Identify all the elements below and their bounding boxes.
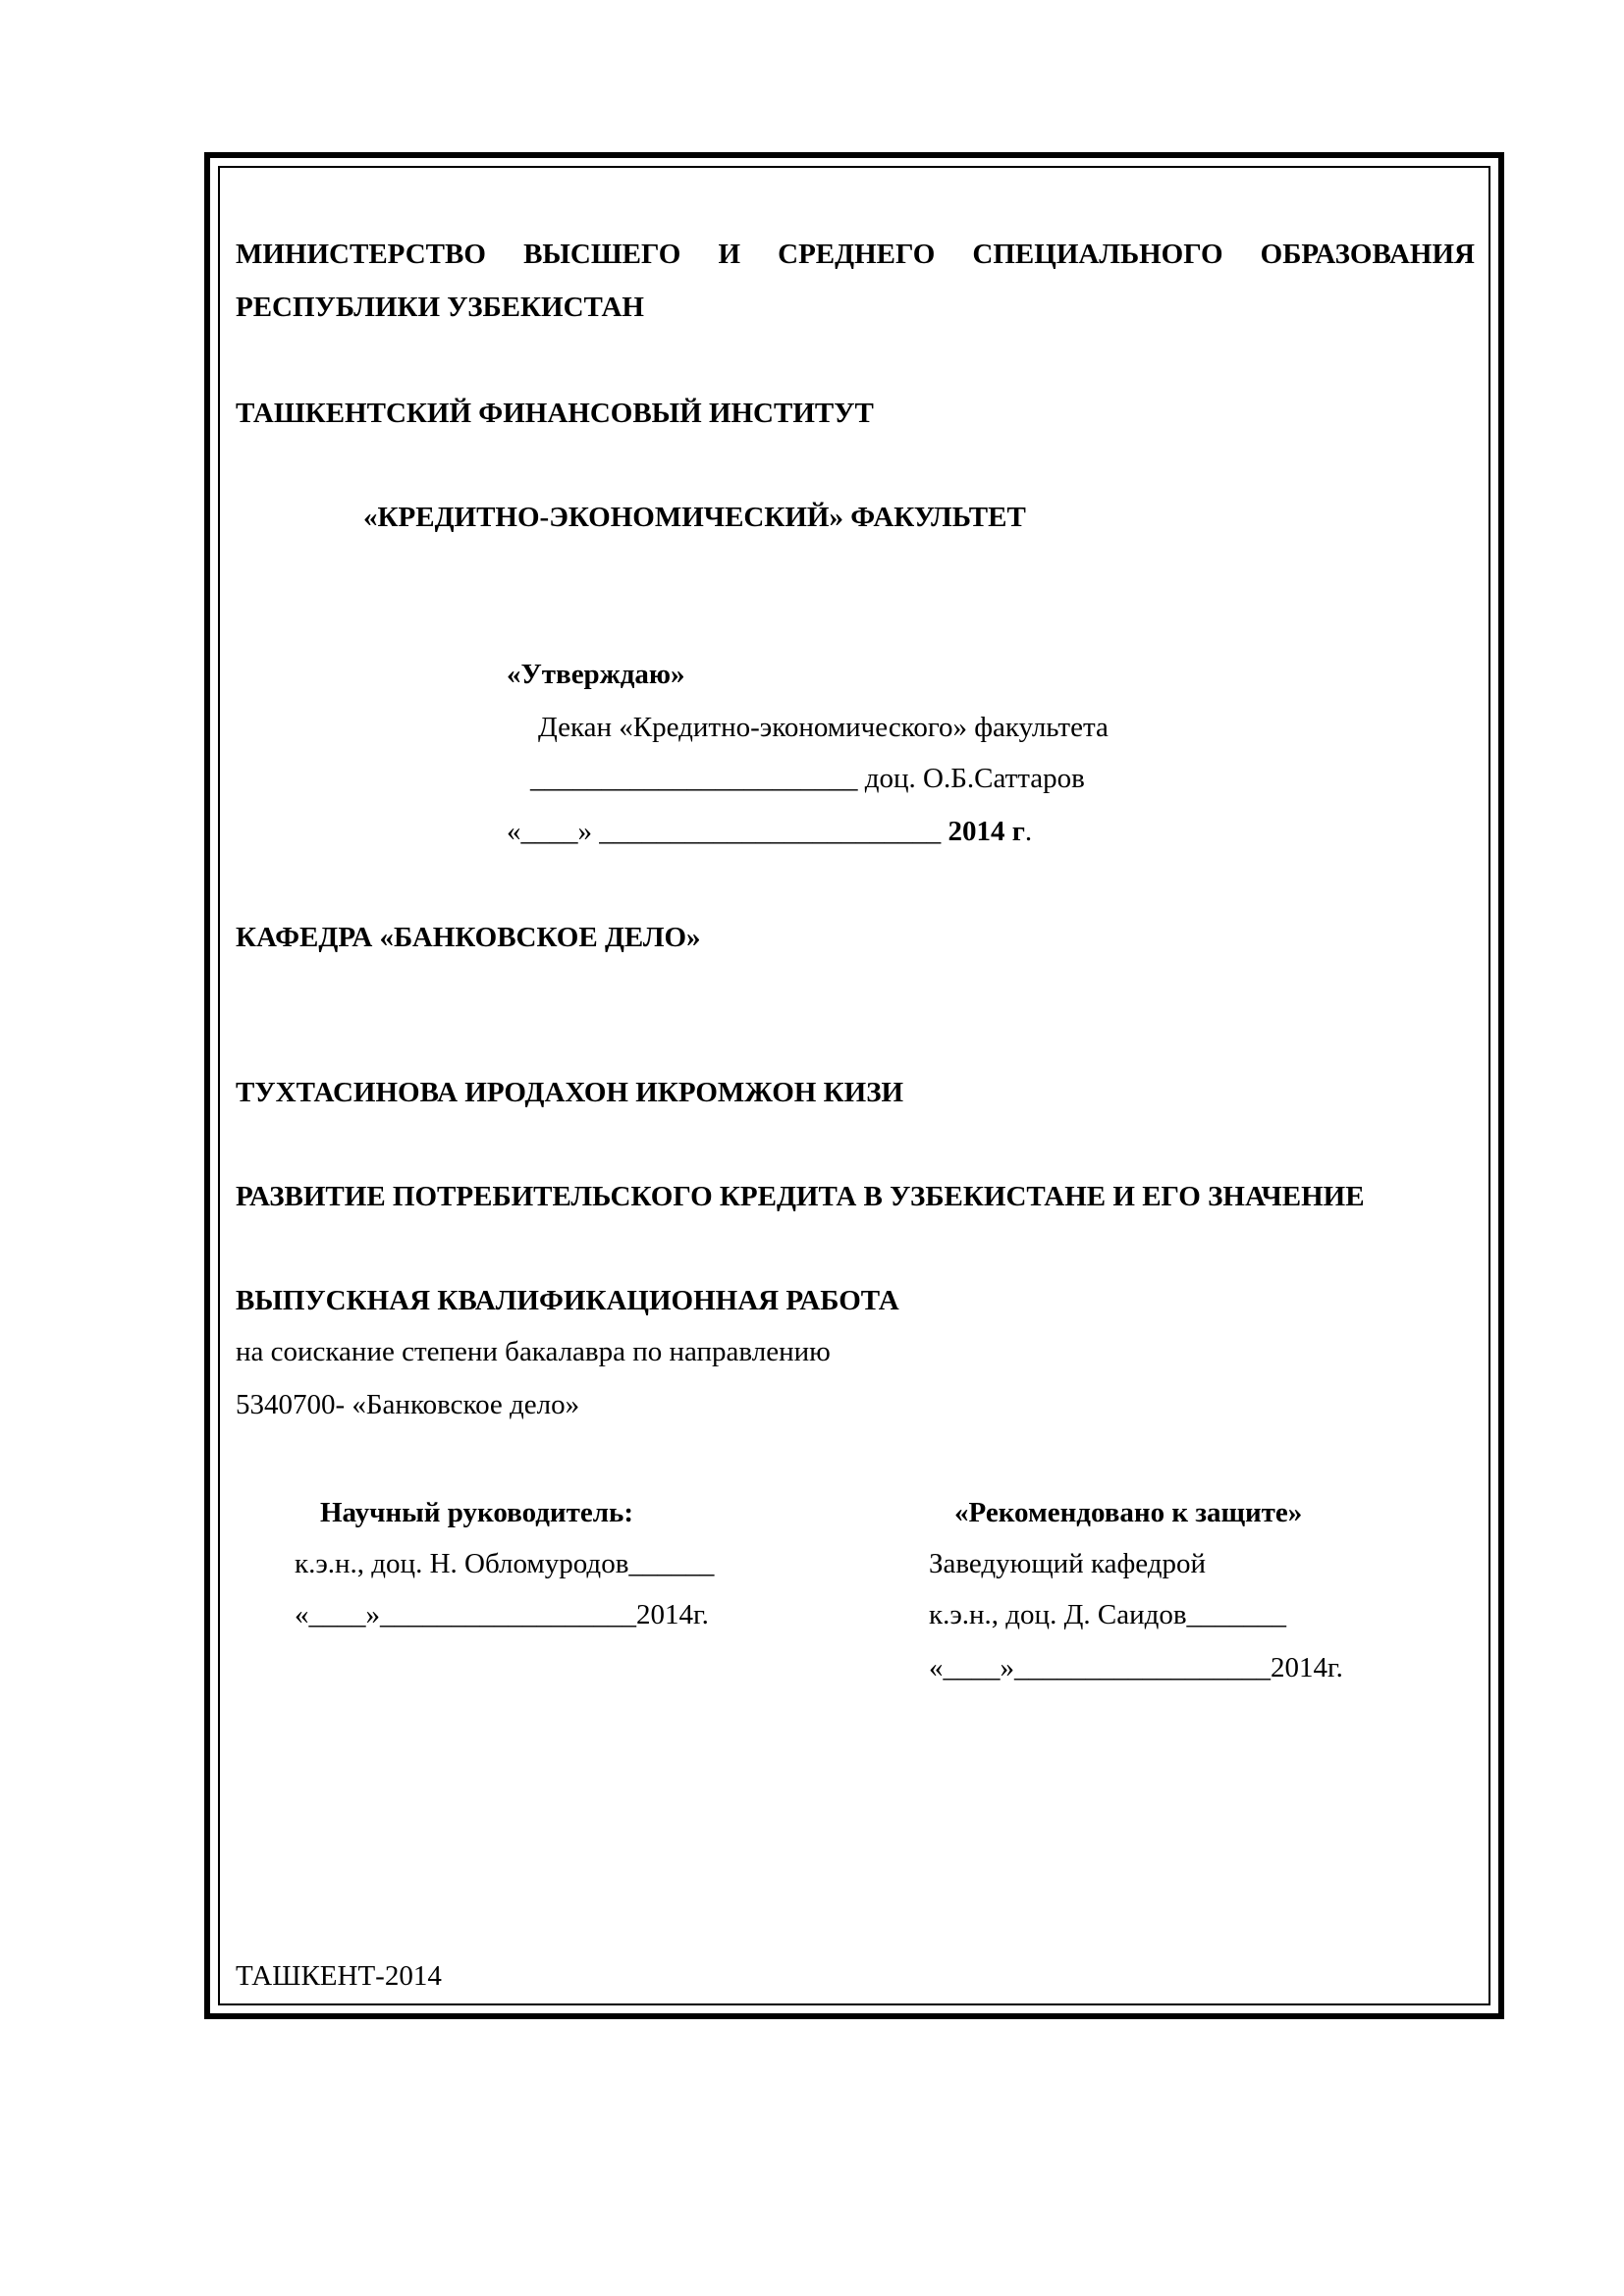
work-type: ВЫПУСКНАЯ КВАЛИФИКАЦИОННАЯ РАБОТА xyxy=(236,1285,899,1316)
approval-date-line xyxy=(507,815,1032,848)
direction-line: 5340700- «Банковское дело» xyxy=(236,1389,580,1420)
head-of-department-position: Заведующий кафедрой xyxy=(929,1548,1207,1579)
department-name: КАФЕДРА «БАНКОВСКОЕ ДЕЛО» xyxy=(236,922,701,953)
thesis-title: РАЗВИТИЕ ПОТРЕБИТЕЛЬСКОГО КРЕДИТА В УЗБЕКИСТАНЕ И ЕГО ЗНАЧЕНИЕ xyxy=(236,1181,1365,1212)
author-name: ТУХТАСИНОВА ИРОДАХОН ИКРОМЖОН КИЗИ xyxy=(236,1077,904,1108)
head-of-department-name-line: к.э.н., доц. Д. Саидов_______ xyxy=(929,1599,1287,1630)
supervisor-date-line: «____»__________________2014г. xyxy=(295,1599,709,1630)
institute-name: ТАШКЕНТСКИЙ ФИНАНСОВЫЙ ИНСТИТУТ xyxy=(236,398,874,429)
approval-date-blank: «____» ________________________ xyxy=(507,816,942,847)
degree-line: на соискание степени бакалавра по направлению xyxy=(236,1336,831,1367)
ministry-line-2: РЕСПУБЛИКИ УЗБЕКИСТАН xyxy=(236,292,644,323)
approval-title: «Утверждаю» xyxy=(507,659,685,690)
dean-line: Декан «Кредитно-экономического» факультета xyxy=(538,712,1109,743)
dean-signature-line: _______________________ доц. О.Б.Саттаров xyxy=(530,763,1085,794)
approval-year: 2014 г xyxy=(947,816,1025,847)
recommendation-date-line: «____»__________________2014г. xyxy=(929,1652,1343,1683)
approval-date-dot: . xyxy=(1024,816,1033,847)
recommendation-heading: «Рекомендовано к защите» xyxy=(954,1497,1303,1528)
city-year: ТАШКЕНТ-2014 xyxy=(236,1960,442,1992)
faculty-name: «КРЕДИТНО-ЭКОНОМИЧЕСКИЙ» ФАКУЛЬТЕТ xyxy=(363,502,1026,533)
supervisor-name-line: к.э.н., доц. Н. Обломуродов______ xyxy=(295,1548,715,1579)
supervisor-heading: Научный руководитель: xyxy=(320,1497,633,1528)
ministry-line-1: МИНИСТЕРСТВО ВЫСШЕГО И СРЕДНЕГО СПЕЦИАЛЬНОГО ОБРАЗОВАНИЯ xyxy=(236,239,1475,270)
